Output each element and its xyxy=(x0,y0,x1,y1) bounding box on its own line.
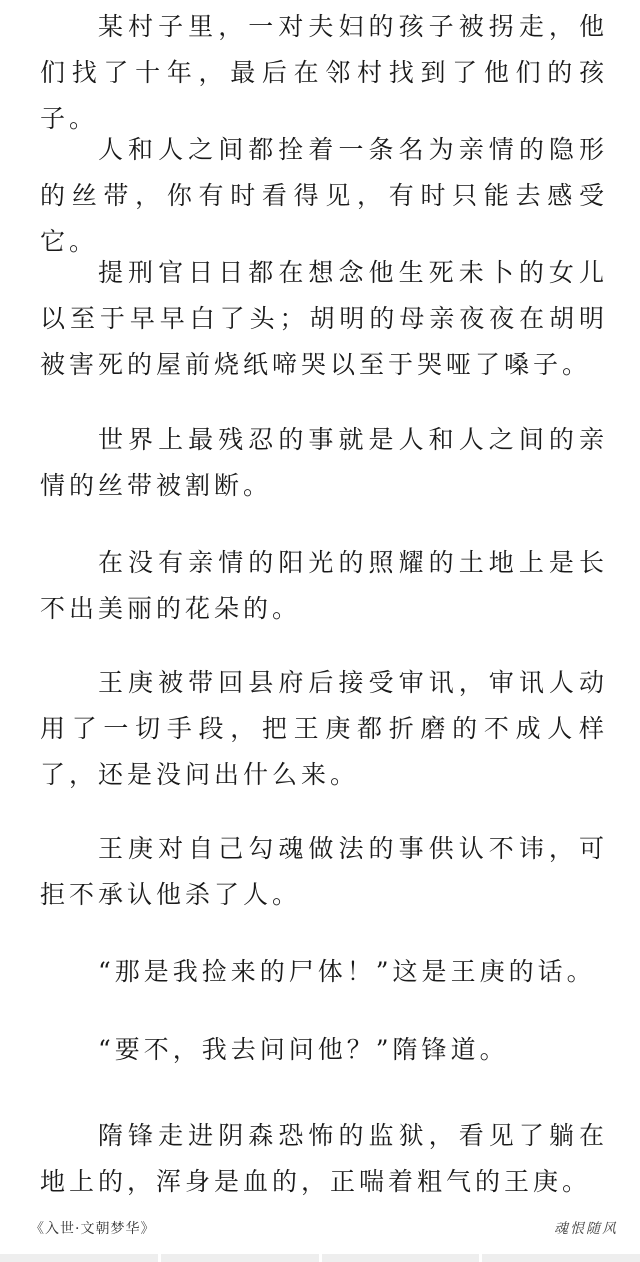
divider-segment xyxy=(482,1254,640,1262)
author-signature: 魂恨随风 xyxy=(554,1221,618,1237)
divider-segment xyxy=(0,1254,158,1262)
bottom-divider xyxy=(0,1254,640,1262)
paragraph-10: 隋锋走进阴森恐怖的监狱，看见了躺在地上的，浑身是血的，正喘着粗气的王庚。 xyxy=(40,1121,608,1196)
page-footer xyxy=(30,1218,618,1240)
paragraph-3: 提刑官日日都在想念他生死未卜的女儿以至于早早白了头；胡明的母亲夜夜在胡明被害死的屋前烧纸啼哭以至于哭哑了嗓子。 xyxy=(40,258,608,379)
paragraph-2: 人和人之间都拴着一条名为亲情的隐形的丝带，你有时看得见，有时只能去感受它。 xyxy=(40,135,608,256)
paragraph-5: 在没有亲情的阳光的照耀的土地上是长不出美丽的花朵的。 xyxy=(40,548,608,623)
divider-segment xyxy=(322,1254,480,1262)
paragraph-6: 王庚被带回县府后接受审讯，审讯人动用了一切手段，把王庚都折磨的不成人样了，还是没问出什么来。 xyxy=(40,668,608,789)
paragraph-1: 某村子里，一对夫妇的孩子被拐走，他们找了十年，最后在邻村找到了他们的孩子。 xyxy=(40,12,608,133)
paragraph-7: 王庚对自己勾魂做法的事供认不讳，可拒不承认他杀了人。 xyxy=(40,834,608,909)
divider-segment xyxy=(161,1254,319,1262)
paragraph-8: “那是我捡来的尸体！”这是王庚的话。 xyxy=(98,957,596,986)
paragraph-9: “要不，我去问问他？”隋锋道。 xyxy=(98,1035,509,1064)
paragraph-4: 世界上最残忍的事就是人和人之间的亲情的丝带被割断。 xyxy=(40,425,608,500)
source-title: 《入世·文朝梦华》 xyxy=(30,1221,156,1237)
